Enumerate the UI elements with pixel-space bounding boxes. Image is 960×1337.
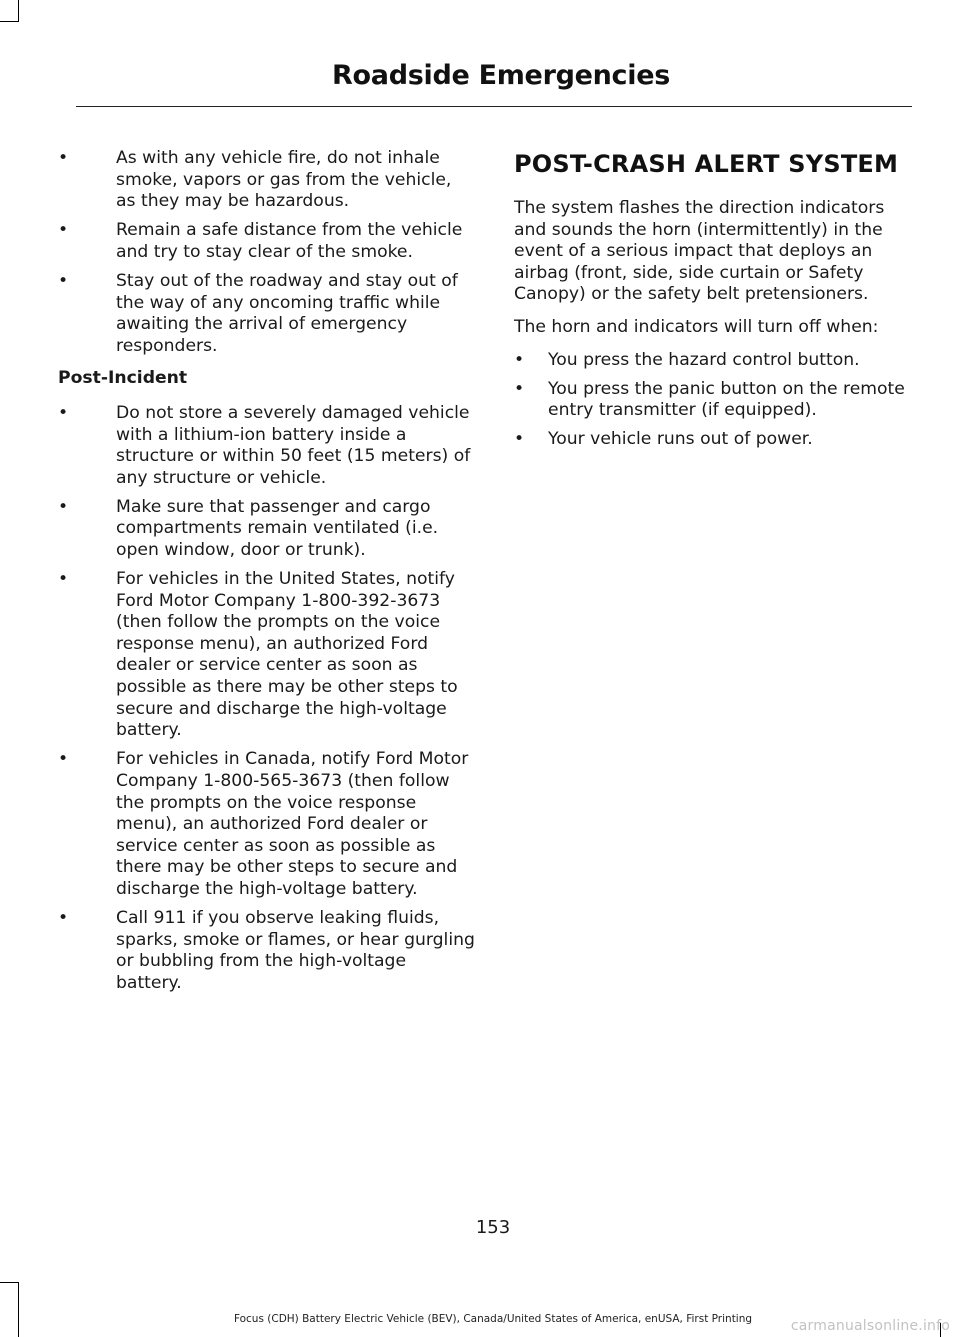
bullet-glyph: • xyxy=(58,749,69,770)
bullet-glyph: • xyxy=(514,429,525,450)
left-column xyxy=(58,148,476,1002)
bullet-glyph: • xyxy=(58,148,69,168)
intro-paragraph: The system flashes the direction indicators and sounds the horn (intermittently) in the event of a serious impact that deploys an airbag (front, side, side curtain or Safety Canopy) or the safety belt pretensioners. xyxy=(514,198,885,305)
right-column xyxy=(514,148,910,458)
page-number: 153 xyxy=(475,1217,511,1238)
list-item: • Your vehicle runs out of power. xyxy=(514,429,813,450)
list-item: • You press the panic button on the remote entry transmitter (if equipped). xyxy=(514,378,905,421)
bullet-glyph: • xyxy=(58,496,69,517)
list-item: • For vehicles in the United States, notify Ford Motor Company 1-800-392-3673 (then follow the prompts on the voice response menu), an authorized Ford dealer or service center as soon as possible as there may be other steps to secure and discharge the high-voltage battery. xyxy=(58,569,458,741)
page-header-title: Roadside Emergencies xyxy=(332,60,670,91)
section-title: POST-CRASH ALERT SYSTEM xyxy=(514,150,899,178)
bullet-glyph: • xyxy=(58,402,69,423)
bullet-glyph: • xyxy=(58,220,69,241)
list-item: • Call 911 if you observe leaking fluids, sparks, smoke or flames, or hear gurgling or bubbling from the high-voltage battery. xyxy=(58,908,475,993)
list-item: • As with any vehicle fire, do not inhale smoke, vapors or gas from the vehicle, as they may be hazardous. xyxy=(58,148,452,212)
watermark: carmanualsonline.info xyxy=(790,1318,950,1334)
bullet-glyph: • xyxy=(514,378,525,399)
bullet-glyph: • xyxy=(58,270,69,291)
list-item: • Stay out of the roadway and stay out of the way of any oncoming traffic while awaiting the arrival of emergency responders. xyxy=(58,270,458,356)
turn-off-bullets xyxy=(514,350,910,451)
post-incident-heading: Post-Incident xyxy=(58,368,188,389)
bullet-glyph: • xyxy=(514,349,525,370)
crop-mark-bottom-left-h xyxy=(0,1282,19,1283)
post-incident-bullets xyxy=(58,403,476,994)
list-item: • Make sure that passenger and cargo compartments remain ventilated (i.e. open window, door or trunk). xyxy=(58,496,439,560)
bullet-glyph: • xyxy=(58,908,69,928)
turn-off-paragraph: The horn and indicators will turn off when: xyxy=(514,316,879,337)
bullet-glyph: • xyxy=(58,569,69,590)
crop-mark-top-left-v xyxy=(18,0,19,22)
list-item: • For vehicles in Canada, notify Ford Motor Company 1-800-565-3673 (then follow the prompts on the voice response menu), an authorized Ford dealer or service center as soon as possible as there may be other steps to secure and discharge the high-voltage battery. xyxy=(58,749,469,899)
footer-edition: Focus (CDH) Battery Electric Vehicle (BEV), Canada/United States of America, enUSA, First Printing xyxy=(233,1313,753,1325)
list-item: • Do not store a severely damaged vehicle with a lithium-ion battery inside a structure or within 50 feet (15 meters) of any structure or vehicle. xyxy=(58,402,471,488)
crop-mark-bottom-left-v xyxy=(18,1282,19,1337)
crop-mark-top-left-h xyxy=(0,21,19,22)
list-item: • You press the hazard control button. xyxy=(514,349,860,370)
list-item: • Remain a safe distance from the vehicle and try to stay clear of the smoke. xyxy=(58,220,463,262)
emergency-bullets xyxy=(58,148,476,357)
header-divider xyxy=(76,106,912,107)
